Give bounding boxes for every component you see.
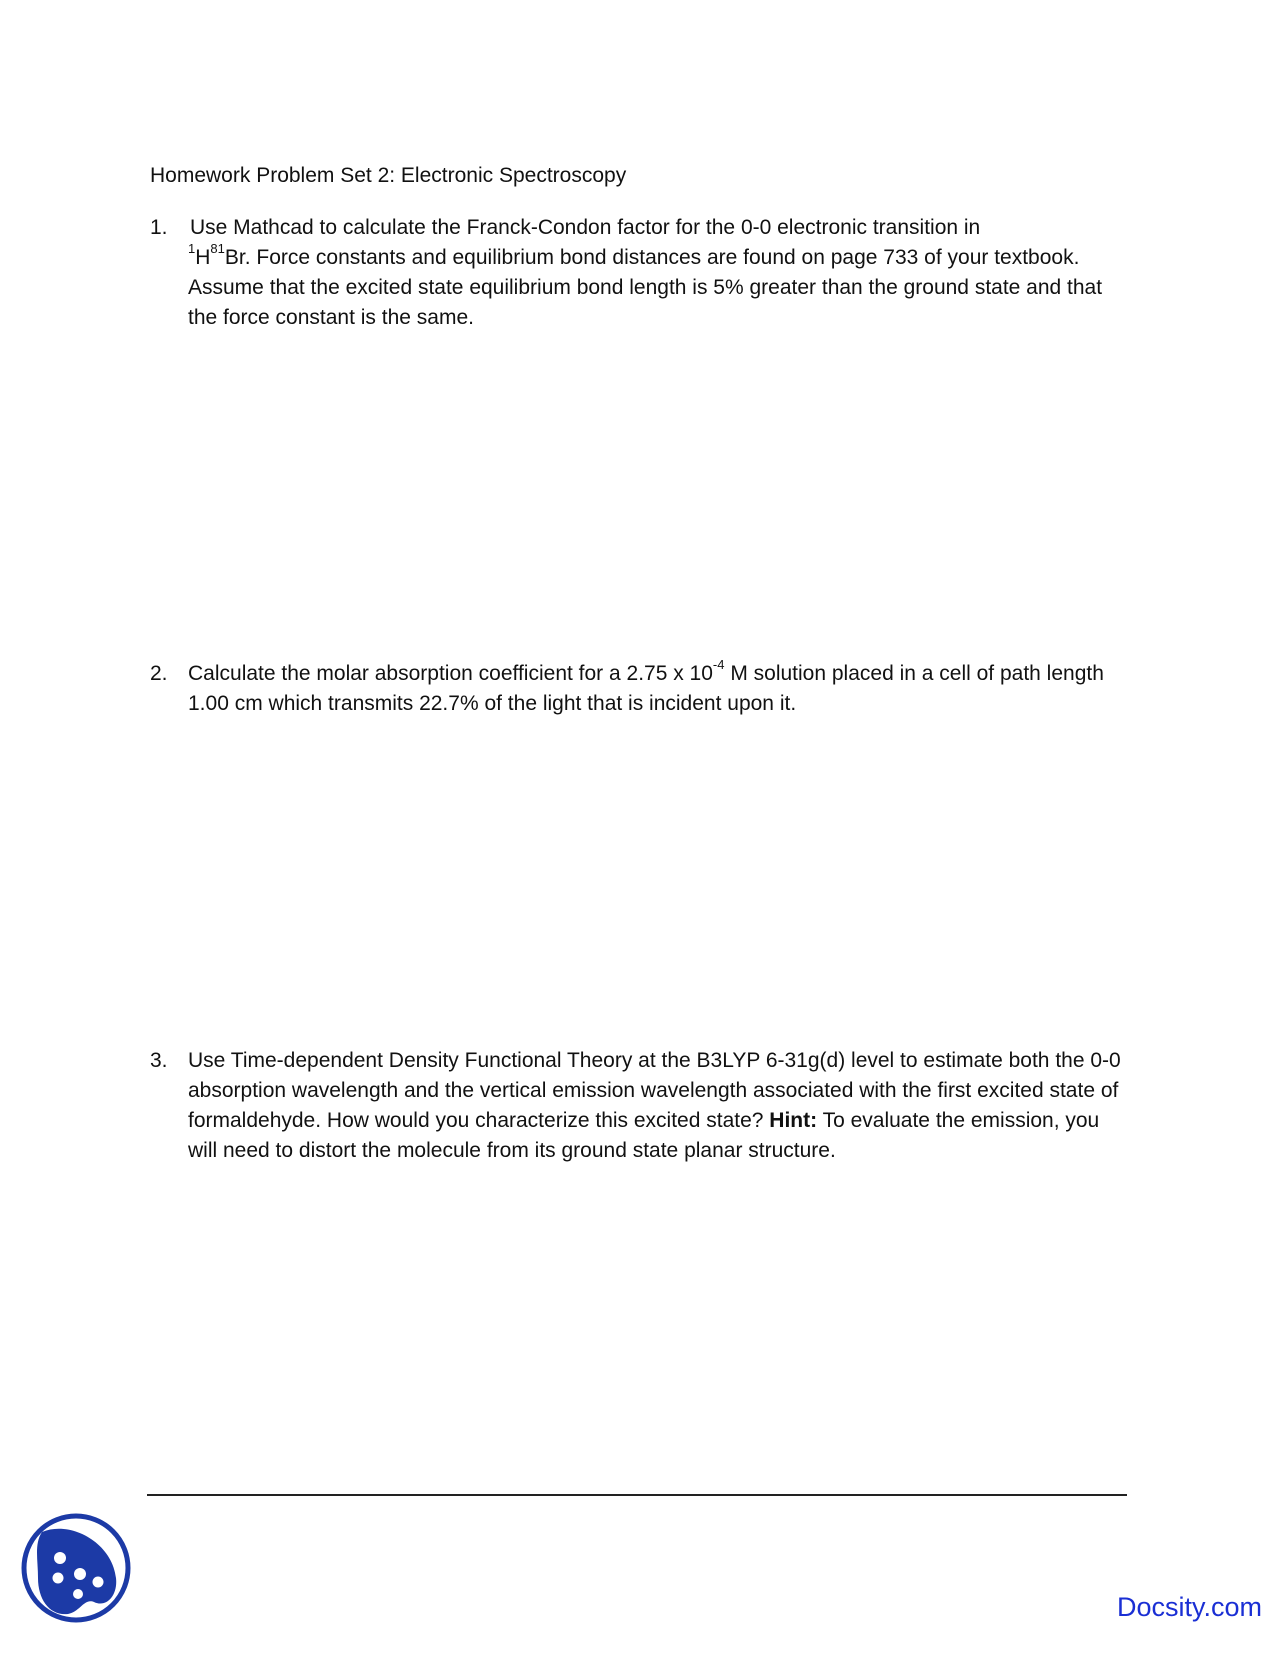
hint-label: Hint: <box>769 1109 818 1132</box>
footer-divider <box>147 1494 1127 1496</box>
problem-text-part: Use Mathcad to calculate the Franck-Condon factor for the 0-0 electronic transition in <box>190 216 981 239</box>
isotope-superscript: 1 <box>188 241 196 256</box>
problem-number: 1. <box>150 216 168 239</box>
isotope-superscript: 81 <box>210 241 225 256</box>
problem-text-part: To evaluate the emission, you will need to distort the molecule from its ground state planar structure. <box>188 1109 1100 1162</box>
page-title: Homework Problem Set 2: Electronic Spectroscopy <box>150 164 627 187</box>
problem-1 <box>150 213 1130 333</box>
problem-number: 2. <box>150 662 168 685</box>
problem-text-part: Br. Force constants and equilibrium bond distances are found on page 733 of your textbook. Assume that the excited state equilibrium bond length is 5% greater than the ground state and that the force constant is the same. <box>188 246 1103 329</box>
exponent-superscript: -4 <box>712 657 725 672</box>
problem-3 <box>150 1046 1130 1166</box>
docsity-brand-link[interactable]: Docsity.com <box>1116 1592 1262 1622</box>
problem-2 <box>150 659 1130 719</box>
problem-text-part: Calculate the molar absorption coefficient for a 2.75 x 10 <box>188 662 713 685</box>
problem-text <box>188 659 1130 719</box>
problem-text <box>188 1046 1130 1166</box>
problem-text-part: M solution placed in a cell of path length 1.00 cm which transmits 22.7% of the light that is incident upon it. <box>188 662 1104 715</box>
docsity-logo-icon[interactable] <box>20 1512 132 1624</box>
element-symbol: H <box>195 246 211 269</box>
problem-text <box>188 213 1130 333</box>
problem-number: 3. <box>150 1049 168 1072</box>
problem-text-part: Use Time-dependent Density Functional Theory at the B3LYP 6-31g(d) level to estimate both the 0-0 absorption wavelength and the vertical emission wavelength associated with the first excited state of formaldehyde. How would you characterize this excited state? <box>188 1049 1121 1132</box>
